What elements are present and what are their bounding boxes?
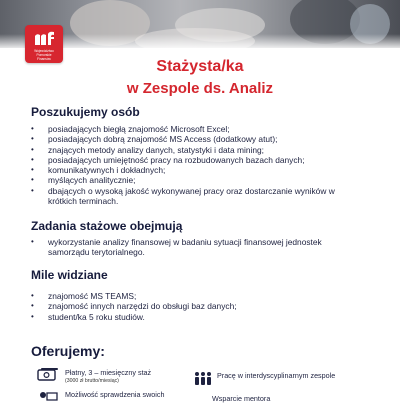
list-item: • posiadających umiejętność pracy na rozbudowanych bazach danych; [30, 155, 365, 165]
welcome-heading: Mile widziane [31, 268, 108, 282]
offer-item-mentor [212, 395, 332, 403]
list-item: • znających metody analizy danych, statystyki i data mining; [30, 145, 365, 155]
logo-text-line1: Województwo [34, 49, 54, 53]
list-item: • posiadających biegłą znajomość Microsoft Excel; [30, 124, 365, 134]
offer-note: (3000 zł brutto/miesiąc) [65, 377, 119, 384]
offer-text: Wsparcie mentora [212, 394, 271, 403]
page-subtitle: w Zespole ds. Analiz [126, 80, 274, 97]
welcome-list [30, 291, 365, 322]
list-item: • student/ka 5 roku studiów. [30, 312, 365, 322]
organization-logo [25, 25, 63, 63]
logo-mark-icon [34, 30, 56, 50]
list-item: • myślących analitycznie; [30, 175, 365, 185]
logo-text-line2: Pomorskie [36, 52, 52, 57]
offer-item-skills [37, 390, 197, 402]
requirements-heading: Poszukujemy osób [31, 105, 140, 119]
list-item: • komunikatywnych i dokładnych; [30, 165, 365, 175]
logo-text-line3: Finansów [37, 56, 51, 61]
offer-text: Pracę w interdyscyplinarnym zespole [217, 371, 336, 380]
offer-heading: Oferujemy: [31, 343, 105, 359]
requirements-list [30, 124, 365, 206]
list-item: • znajomość innych narzędzi do obsługi baz danych; [30, 301, 365, 311]
skills-icon [37, 390, 59, 402]
list-item: • znajomość MS TEAMS; [30, 291, 365, 301]
offer-item-paid-internship [37, 367, 197, 389]
tasks-list [30, 237, 365, 258]
offer-text: Możliwość sprawdzenia swoich [65, 390, 165, 399]
page-title: Stażysta/ka [156, 58, 244, 75]
offer-item-team [193, 371, 363, 393]
list-item: • wykorzystanie analizy finansowej w badaniu sytuacji finansowej jednostek samorządu terytorialnego. [30, 237, 365, 258]
money-icon [37, 367, 59, 383]
list-item: • dbających o wysoką jakość wykonywanej pracy oraz dostarczanie wyników w krótkich terminach. [30, 186, 365, 207]
tasks-heading: Zadania stażowe obejmują [31, 219, 183, 233]
offer-text: Płatny, 3 – miesięczny staż [65, 368, 152, 377]
list-item: • posiadających dobrą znajomość MS Access (dodatkowy atut); [30, 134, 365, 144]
team-icon [193, 371, 213, 387]
